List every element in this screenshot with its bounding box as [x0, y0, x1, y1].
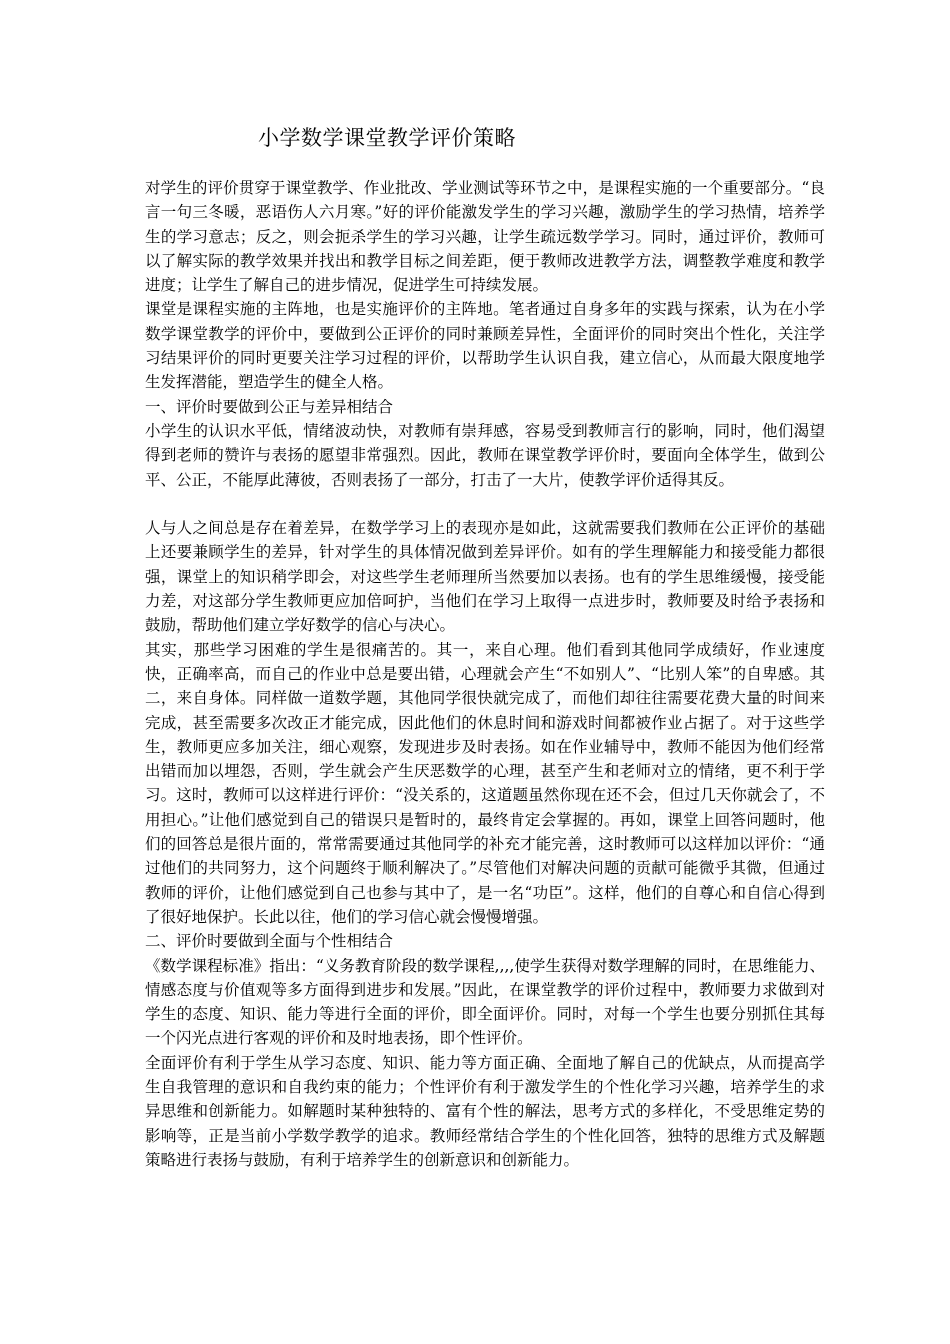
paragraph-struggling-students: 其实，那些学习困难的学生是很痛苦的。其一，来自心理。他们看到其他同学成绩好，作业速度快，正确率高，而自己的作业中总是要出错，心理就会产生“不如别人”、“比别人笨”的自卑感。其二，来自身体。同样做一道数学题，其他同学很快就完成了，而他们却往往需要花费大量的时间来完成，甚至需要多次改正才能完成，因此他们的休息时间和游戏时间都被作业占据了。对于这些学生，教师更应多加关注，细心观察，发现进步及时表扬。如在作业辅导中，教师不能因为他们经常出错而加以埋怨，否则，学生就会产生厌恶数学的心理，甚至产生和老师对立的情绪，更不利于学习。这时，教师可以这样进行评价：“没关系的，这道题虽然你现在还不会，但过几天你就会了，不用担心。”让他们感觉到自己的错误只是暂时的，最终肯定会掌握的。再如，课堂上回答问题时，他们的回答总是很片面的，常常需要通过其他同学的补充才能完善，这时教师可以这样加以评价：“通过他们的共同努力，这个问题终于顺利解决了。”尽管他们对解决问题的贡献可能微乎其微，但通过教师的评价，让他们感觉到自己也参与其中了，是一名“功臣”。这样，他们的自尊心和自信心得到了很好地保护。长此以往，他们的学习信心就会慢慢增强。 — [145, 640, 825, 926]
paragraph-intro: 对学生的评价贯穿于课堂教学、作业批改、学业测试等环节之中，是课程实施的一个重要部分。“良言一句三冬暖，恶语伤人六月寒。”好的评价能激发学生的学习兴趣，激励学生的学习热情，培养学生的学习意志；反之，则会扼杀学生的学习兴趣，让学生疏远数学学习。同时，通过评价，教师可以了解实际的教学效果并找出和教学目标之间差距，便于教师改进教学方法，调整教学难度和教学进度；让学生了解自己的进步情况，促进学生可持续发展。 — [145, 179, 825, 295]
document-title: 小学数学课堂教学评价策略 — [258, 126, 516, 150]
paragraph-classroom: 课堂是课程实施的主阵地，也是实施评价的主阵地。笔者通过自身多年的实践与探索，认为在小学数学课堂教学的评价中，要做到公正评价的同时兼顾差异性，全面评价的同时突出个性化，关注学习结果评价的同时更要关注学习过程的评价，以帮助学生认识自我，建立信心，从而最大限度地学生发挥潜能，塑造学生的健全人格。 — [145, 300, 825, 392]
document-body — [145, 176, 825, 1172]
section-heading-1: 一、评价时要做到公正与差异相结合 — [145, 397, 394, 416]
paragraph-differences: 人与人之间总是存在着差异，在数学学习上的表现亦是如此，这就需要我们教师在公正评价的基础上还要兼顾学生的差异，针对学生的具体情况做到差异评价。如有的学生理解能力和接受能力都很强，课堂上的知识稍学即会，对这些学生老师理所当然要加以表扬。也有的学生思维缓慢，接受能力差，对这部分学生教师更应加倍呵护，当他们在学习上取得一点进步时，教师要及时给予表扬和鼓励，帮助他们建立学好数学的信心与决心。 — [145, 519, 825, 635]
section-heading-2: 二、评价时要做到全面与个性相结合 — [145, 932, 394, 951]
paragraph-spacer — [145, 492, 825, 516]
paragraph-fairness: 小学生的认识水平低，情绪波动快，对教师有崇拜感，容易受到教师言行的影响，同时，他们渴望得到老师的赞许与表扬的愿望非常强烈。因此，教师在课堂教学评价时，要面向全体学生，做到公平、公正，不能厚此薄彼，否则表扬了一部分，打击了一大片，使教学评价适得其反。 — [145, 421, 825, 489]
paragraph-curriculum-standard: 《数学课程标准》指出：“义务教育阶段的数学课程,,,,使学生获得对数学理解的同时，在思维能力、情感态度与价值观等多方面得到进步和发展。”因此，在课堂教学的评价过程中，教师要力求做到对学生的态度、知识、能力等进行全面的评价，即全面评价。同时，对每一个学生也要分别抓住其每一个闪光点进行客观的评价和及时地表扬，即个性评价。 — [145, 956, 825, 1048]
paragraph-comprehensive-evaluation: 全面评价有利于学生从学习态度、知识、能力等方面正确、全面地了解自己的优缺点，从而提高学生自我管理的意识和自我约束的能力；个性评价有利于激发学生的个性化学习兴趣，培养学生的求异思维和创新能力。如解题时某种独特的、富有个性的解法，思考方式的多样化，不受思维定势的影响等，正是当前小学数学教学的追求。教师经常结合学生的个性化回答，独特的思维方式及解题策略进行表扬与鼓励，有利于培养学生的创新意识和创新能力。 — [145, 1053, 825, 1169]
